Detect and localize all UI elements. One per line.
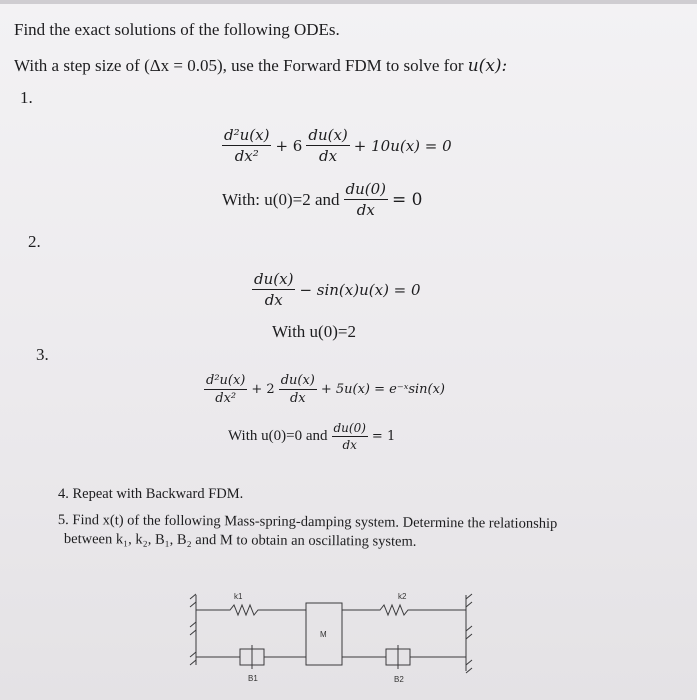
- spring-k1: [196, 605, 306, 615]
- top-border-line: [0, 0, 697, 4]
- first-derivative-fraction: $\frac{du(x)}{dx}$: [254, 270, 294, 309]
- label-b1: B1: [248, 674, 258, 683]
- equation-tail: − sin(x)u(x) = 0: [299, 280, 421, 299]
- coefficient-term: + 6: [275, 136, 303, 155]
- condition-derivative: $\frac{du(0)}{dx}$: [333, 421, 366, 452]
- problem-1-equation: [222, 126, 452, 165]
- problem-2-equation: [252, 270, 421, 309]
- equation-tail: + 5u(x) = e⁻ˣsin(x): [320, 382, 446, 397]
- coefficient-term: + 2: [251, 382, 275, 397]
- problem-3-number: 3.: [36, 345, 49, 364]
- instruction-text: With a step size of (Δx = 0.05), use the Forward FDM to solve for: [14, 56, 468, 75]
- label-k2: k2: [398, 592, 407, 601]
- second-derivative-fraction: $\frac{\text{d²u(x)}}{\text{dx²}}$: [224, 126, 270, 165]
- label-mass: M: [320, 630, 327, 639]
- problem-3-condition: [228, 421, 395, 452]
- problem-2-condition: With u(0)=2: [272, 322, 356, 341]
- problem-5-line-1: 5. Find x(t) of the following Mass-spring-damping system. Determine the relationship: [57, 512, 558, 532]
- mass-spring-damper-diagram: [170, 585, 500, 685]
- problem-1-number: 1.: [20, 88, 33, 107]
- condition-tail: = 1: [371, 429, 396, 444]
- spring-k2: [342, 605, 466, 615]
- condition-prefix: With: u(0)=2 and: [222, 189, 340, 209]
- label-k1: k1: [234, 592, 243, 601]
- label-b2: B2: [394, 675, 404, 684]
- first-derivative-fraction: $\frac{du(x)}{dx}$: [280, 373, 315, 406]
- problem-2-number: 2.: [28, 232, 41, 251]
- equation-tail: + 10u(x) = 0: [353, 136, 452, 155]
- problem-5-line-2: between k₁, k₂, B₁, B₂ and M to obtain an oscillating system.: [63, 531, 417, 550]
- instruction-variable: u(x):: [467, 56, 508, 76]
- problem-3-equation: [204, 373, 445, 406]
- problem-4-text: 4. Repeat with Backward FDM.: [58, 486, 244, 502]
- problem-1-condition: [222, 180, 422, 219]
- condition-derivative: $\frac{du(0)}{dx}$: [345, 180, 387, 219]
- condition-prefix: With u(0)=0 and: [228, 428, 328, 444]
- instruction-line: [14, 56, 507, 76]
- condition-tail: = 0: [392, 189, 423, 210]
- second-derivative-fraction: $\frac{\text{d²u(x)}}{\text{dx²}}$: [206, 373, 246, 406]
- page-title: Find the exact solutions of the following ODEs.: [14, 20, 340, 39]
- first-derivative-fraction: $\frac{du(x)}{dx}$: [308, 126, 348, 165]
